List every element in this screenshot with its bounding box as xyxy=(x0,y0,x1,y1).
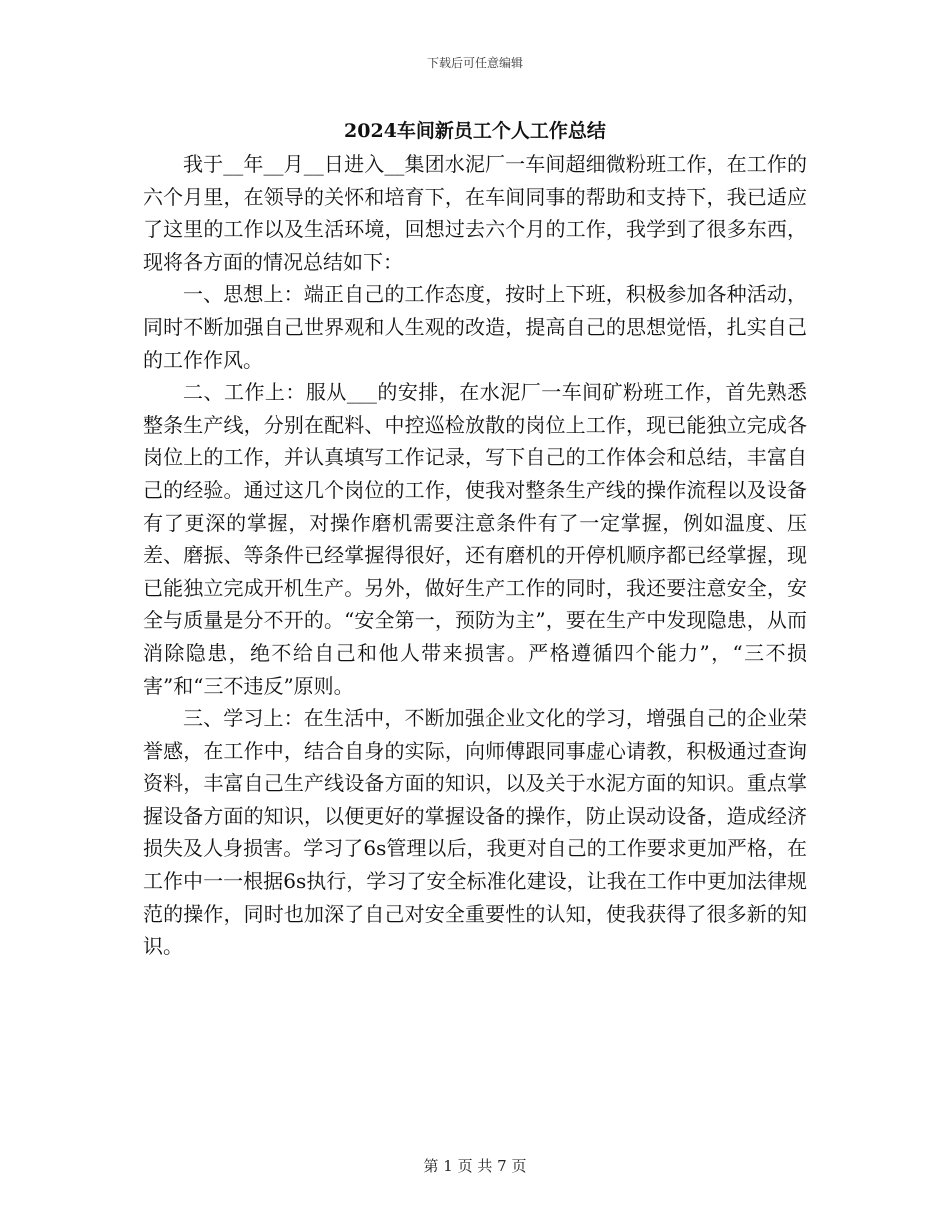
header-note: 下载后可任意编辑 xyxy=(426,56,523,70)
document-body xyxy=(143,148,807,963)
intro-paragraph: 我于__年__月__日进入__集团水泥厂一车间超细微粉班工作，在工作的六个月里，在领导的关怀和培育下，在车间同事的帮助和支持下，我已适应了这里的工作以及生活环境，回想过去六个月的工作，我学到了很多东西，现将各方面的情况总结如下： xyxy=(143,152,807,274)
document-title: 2024车间新员工个人工作总结 xyxy=(344,120,606,142)
page-indicator: 第 1 页 共 7 页 xyxy=(423,1157,527,1175)
study-paragraph: 三、学习上：在生活中，不断加强企业文化的学习，增强自己的企业荣誉感，在工作中，结合自身的实际，向师傅跟同事虚心请教，积极通过查询资料，丰富自己生产线设备方面的知识，以及关于水泥方面的知识。重点掌握设备方面的知识，以便更好的掌握设备的操作，防止误动设备，造成经济损失及人身损害。学习了6s管理以后，我更对自己的工作要求更加严格，在工作中一一根据6s执行，学习了安全标准化建设，让我在工作中更加法律规范的操作，同时也加深了自己对安全重要性的认知，使我获得了很多新的知识。 xyxy=(143,706,807,959)
work-paragraph: 二、工作上：服从___的安排，在水泥厂一车间矿粉班工作，首先熟悉整条生产线，分别在配料、中控巡检放散的岗位上工作，现已能独立完成各岗位上的工作，并认真填写工作记录，写下自己的工作体会和总结，丰富自己的经验。通过这几个岗位的工作，使我对整条生产线的操作流程以及设备有了更深的掌握，对操作磨机需要注意条件有了一定掌握，例如温度、压差、磨振、等条件已经掌握得很好，还有磨机的开停机顺序都已经掌握，现已能独立完成开机生产。另外，做好生产工作的同时，我还要注意安全，安全与质量是分不开的。“安全第一，预防为主”，要在生产中发现隐患，从而消除隐患，绝不给自己和他人带来损害。严格遵循四个能力”，“三不损害”和“三不违反”原则。 xyxy=(143,380,807,698)
ideology-paragraph: 一、思想上：端正自己的工作态度，按时上下班，积极参加各种活动，同时不断加强自己世界观和人生观的改造，提高自己的思想觉悟，扎实自己的工作作风。 xyxy=(143,282,807,372)
